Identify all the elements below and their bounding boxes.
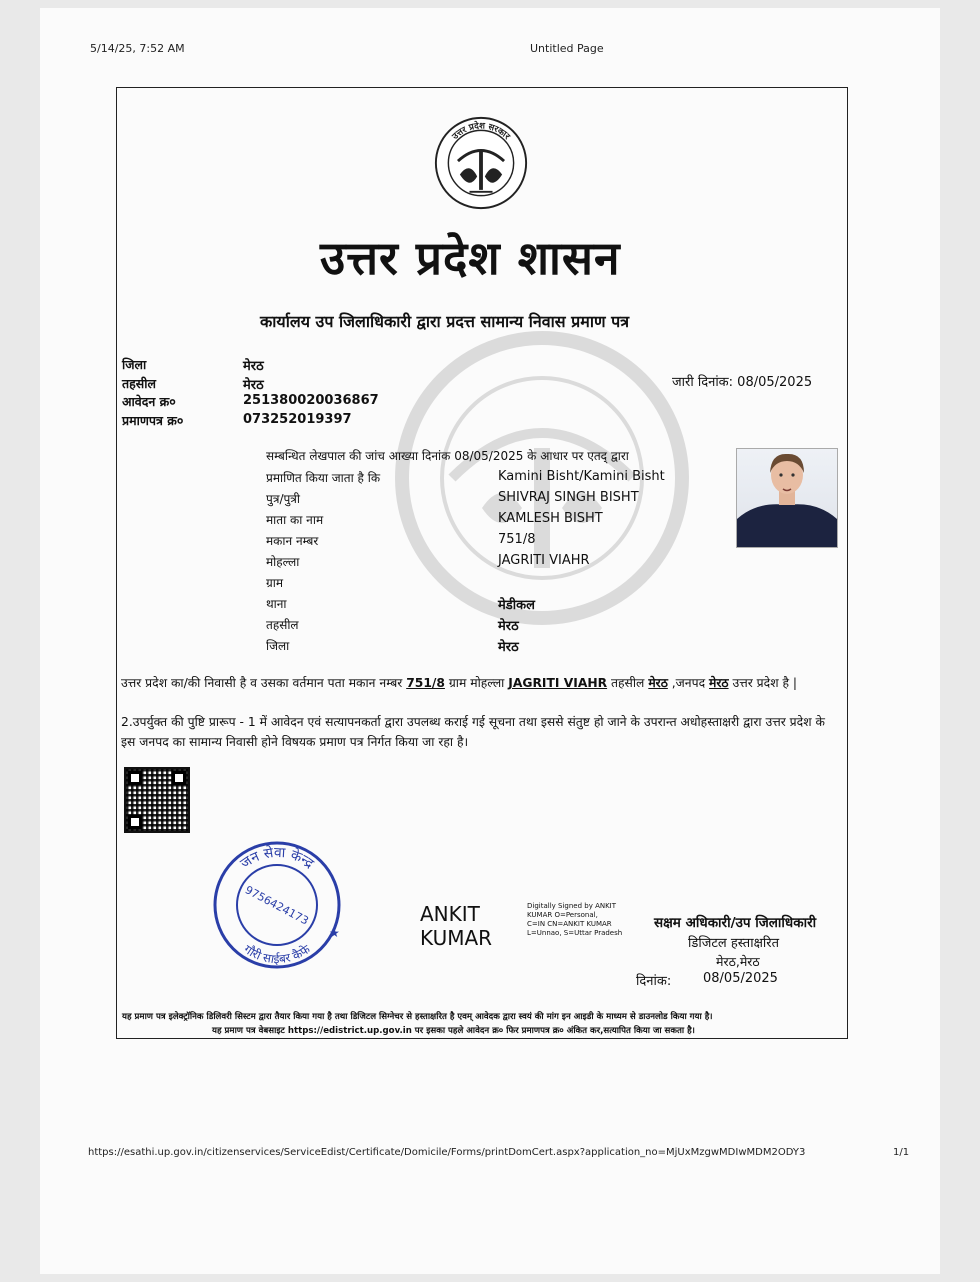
certificate-number-label: प्रमाणपत्र क्र० xyxy=(122,413,184,428)
verification-qr-code xyxy=(124,767,190,833)
signatory-name: ANKIT KUMAR xyxy=(420,902,493,950)
signature-date-label: दिनांक: xyxy=(636,974,672,989)
tehsil-value: मेरठ xyxy=(243,378,264,393)
detail-label-mother: माता का नाम xyxy=(266,513,324,527)
footer-note-line2: यह प्रमाण पत्र वेबसाइट https://edistrict.up.gov.in पर इसका पहले आवेदन क्र० फिर प्रमाणपत्र क्र० अंकित कर,सत्यापित किया जा सकता है। xyxy=(212,1026,695,1036)
detail-value-name: Kamini Bisht/Kamini Bisht xyxy=(498,469,665,484)
detail-value-mohalla: JAGRITI VIAHR xyxy=(498,553,590,568)
detail-value-parent: SHIVRAJ SINGH BISHT xyxy=(498,490,639,505)
detail-label-district: जिला xyxy=(266,639,290,653)
jan-seva-kendra-stamp-icon xyxy=(205,833,350,973)
digital-signature-info: Digitally Signed by ANKIT KUMAR O=Personal, C=IN CN=ANKIT KUMAR L=Unnao, S=Uttar Pradesh xyxy=(527,902,623,937)
district-value: मेरठ xyxy=(243,359,264,374)
detail-label-mohalla: मोहल्ला xyxy=(266,555,300,569)
tehsil-label: तहसील xyxy=(122,376,156,391)
stamp-phone: 9756424173 xyxy=(242,883,311,928)
stamp-bottom-text: गौरी साईबर कैफे xyxy=(241,942,313,967)
signature-date-value: 08/05/2025 xyxy=(703,971,778,986)
detail-value-district: मेरठ xyxy=(498,640,519,655)
detail-value-tehsil: मेरठ xyxy=(498,619,519,634)
applicant-photo xyxy=(736,448,838,548)
issue-date: जारी दिनांक: 08/05/2025 xyxy=(672,375,813,390)
detail-label-police-station: थाना xyxy=(266,597,287,611)
print-datetime: 5/14/25, 7:52 AM xyxy=(90,42,185,55)
certificate-number-value: 073252019397 xyxy=(243,412,352,427)
officer-digital-signed: डिजिटल हस्ताक्षरित xyxy=(688,936,779,951)
detail-label-tehsil: तहसील xyxy=(266,618,299,632)
application-number-label: आवेदन क्र० xyxy=(122,394,176,409)
detail-label-certified: प्रमाणित किया जाता है कि xyxy=(266,471,381,485)
emblem-text: उत्तर प्रदेश सरकार xyxy=(450,121,512,142)
details-intro: सम्बन्धित लेखपाल की जांच आख्या दिनांक 08/05/2025 के आधार पर एतद् द्वारा xyxy=(266,449,629,463)
up-government-emblem-icon xyxy=(433,115,529,211)
stamp-top-text: जन सेवा केन्द्र xyxy=(237,844,317,873)
print-page-count: 1/1 xyxy=(893,1147,910,1158)
residence-paragraph: उत्तर प्रदेश का/की निवासी है व उसका वर्तमान पता मकान नम्बर 751/8 ग्राम मोहल्ला JAGRITI VIAHR तहसील मेरठ ,जनपद मेरठ उत्तर प्रदेश है | xyxy=(121,676,798,690)
officer-place: मेरठ,मेरठ xyxy=(716,954,760,969)
officer-title: सक्षम अधिकारी/उप जिलाधिकारी xyxy=(654,915,817,931)
confirmation-paragraph: 2.उपर्युक्त की पुष्टि प्रारूप - 1 में आवेदन एवं सत्यापनकर्ता द्वारा उपलब्ध कराई गई सूचना तथा इससे संतुष्ट हो जाने के उपरान्त अधोहस्ताक्षरी द्वारा उत्तर प्रदेश के इस जनपद का सामान्य निवासी होने विषयक प्रमाण पत्र निर्गत किया जा रहा है। xyxy=(121,715,825,749)
stamp-star-icon: ★ xyxy=(329,926,340,940)
page-title: उत्तर प्रदेश शासन xyxy=(320,231,621,285)
detail-value-police-station: मेडीकल xyxy=(498,598,535,613)
detail-value-house: 751/8 xyxy=(498,532,536,547)
detail-label-house: मकान नम्बर xyxy=(266,534,319,548)
certificate-subtitle: कार्यालय उप जिलाधिकारी द्वारा प्रदत्त सामान्य निवास प्रमाण पत्र xyxy=(260,312,630,331)
print-page-title: Untitled Page xyxy=(530,42,604,55)
detail-value-mother: KAMLESH BISHT xyxy=(498,511,603,526)
detail-label-village: ग्राम xyxy=(266,576,284,590)
print-url: https://esathi.up.gov.in/citizenservices/ServiceEdist/Certificate/Domicile/Forms/printDomCert.aspx?application_no=MjUxMzgwMDIwMDM2ODY3 xyxy=(88,1147,806,1158)
footer-note-line1: यह प्रमाण पत्र इलेक्ट्रॉनिक डिलिवरी सिस्टम द्वारा तैयार किया गया है तथा डिजिटल सिग्नेचर से हस्ताक्षरित है एवम् आवेदक द्वारा स्वयं की मांग इन आइडी के माध्यम से डाउनलोड किया गया है। xyxy=(122,1012,713,1022)
district-label: जिला xyxy=(122,357,147,372)
application-number-value: 251380020036867 xyxy=(243,393,379,408)
detail-label-parent: पुत्र/पुत्री xyxy=(266,492,301,506)
